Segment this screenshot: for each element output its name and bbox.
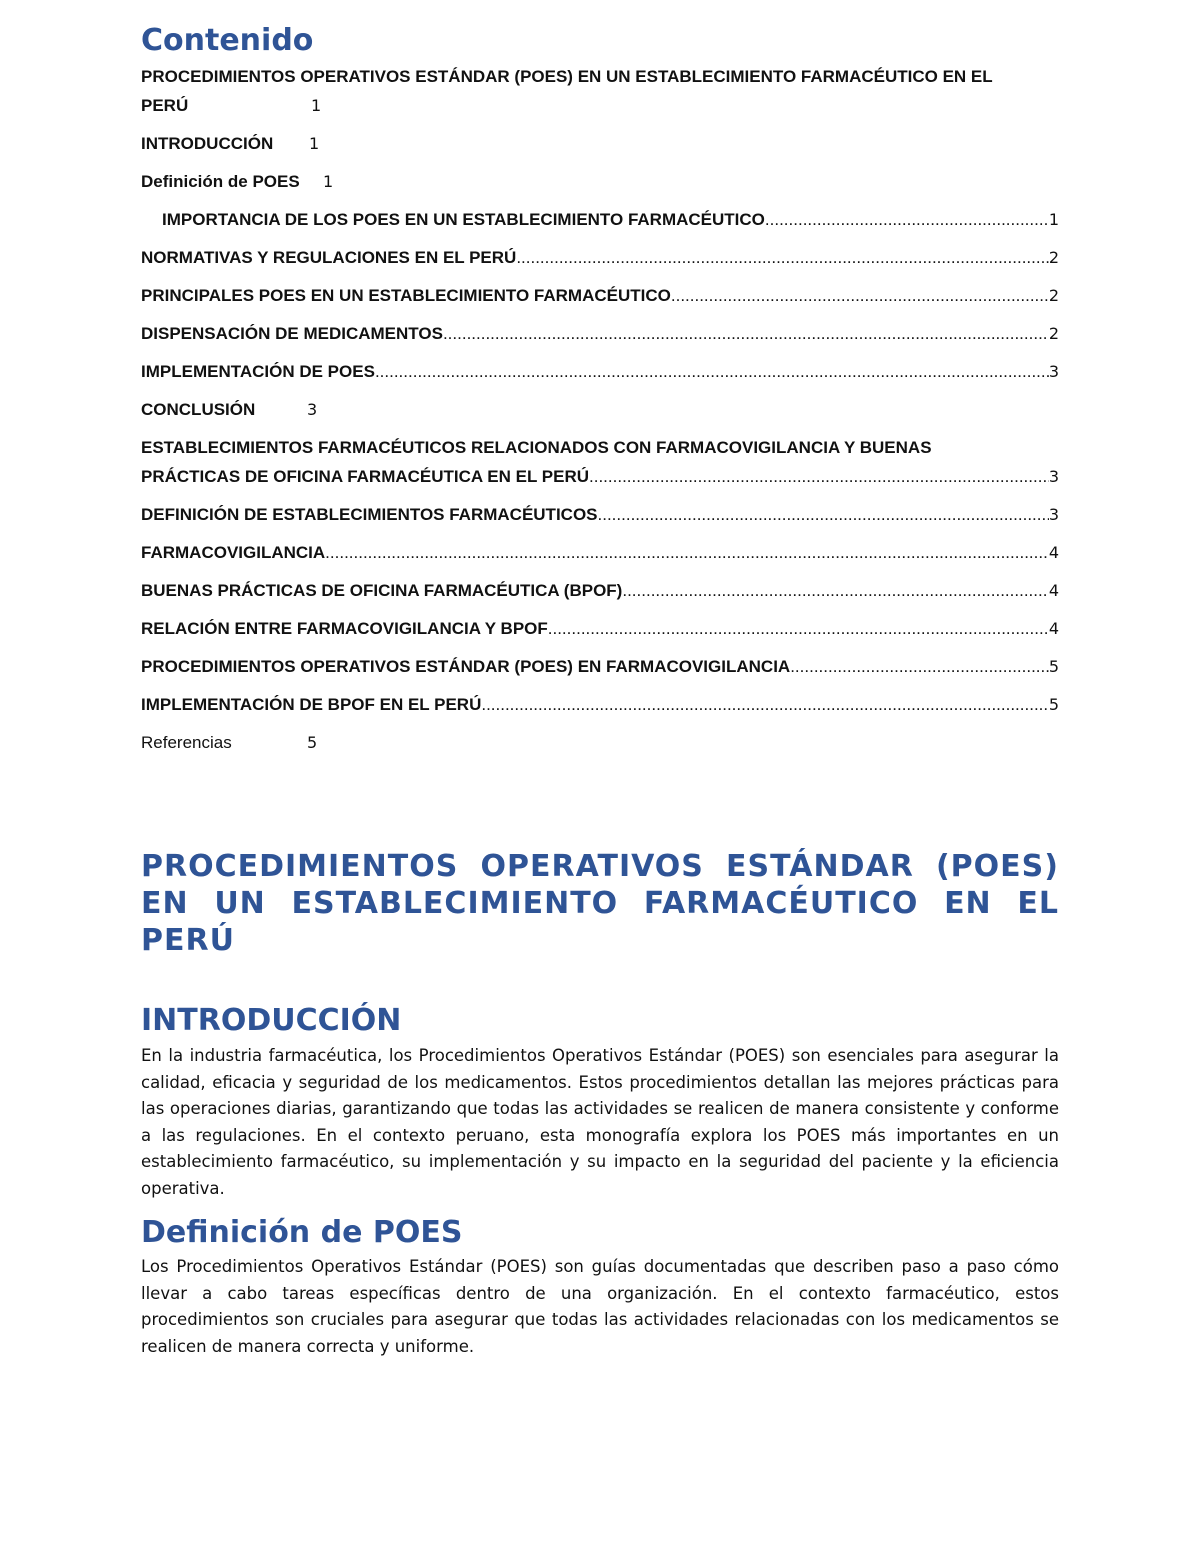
toc-entry-page: 1 bbox=[311, 96, 322, 115]
toc-entry-page: 3 bbox=[1048, 362, 1059, 381]
definition-heading: Definición de POES bbox=[141, 1215, 463, 1250]
toc-entry-label: DEFINICIÓN DE ESTABLECIMIENTOS FARMACÉUTICOS bbox=[141, 505, 598, 524]
toc-entry-page: 4 bbox=[1048, 543, 1059, 562]
toc-entry-label: PROCEDIMIENTOS OPERATIVOS ESTÁNDAR (POES) EN FARMACOVIGILANCIA bbox=[141, 657, 791, 676]
toc-entry-page: 5 bbox=[1048, 695, 1059, 714]
toc-leader-dots bbox=[548, 614, 1049, 643]
toc-leader-dots bbox=[481, 690, 1048, 719]
toc-entry-page: 4 bbox=[1048, 581, 1059, 600]
toc-entry[interactable] bbox=[141, 357, 1059, 386]
toc-leader-dots bbox=[325, 538, 1049, 567]
introduction-paragraph: En la industria farmacéutica, los Procedimientos Operativos Estándar (POES) son esenciales para asegurar la calidad, eficacia y seguridad de los medicamentos. Estos procedimientos detallan las mejores prácticas para las operaciones diarias, garantizando que todas las actividades se realicen de manera consistente y conforme a las regulaciones. En el contexto peruano, esta monografía explora los POES más importantes en un establecimiento farmacéutico, su implementación y su impacto en la seguridad del paciente y la eficiencia operativa. bbox=[141, 1046, 1059, 1198]
toc-entry-page: 1 bbox=[323, 172, 334, 191]
toc-entry-label: INTRODUCCIÓN bbox=[141, 134, 274, 153]
toc-leader-dots bbox=[671, 281, 1049, 310]
toc-leader-dots bbox=[443, 319, 1049, 348]
toc-title: Contenido bbox=[141, 23, 314, 58]
toc-entry-label: ESTABLECIMIENTOS FARMACÉUTICOS RELACIONADOS CON FARMACOVIGILANCIA Y BUENAS bbox=[141, 438, 932, 457]
toc-entry-page: 5 bbox=[307, 733, 318, 752]
toc-entry[interactable] bbox=[141, 167, 1059, 196]
toc-entry-page: 5 bbox=[1048, 657, 1059, 676]
toc-entry-label: IMPLEMENTACIÓN DE BPOF EN EL PERÚ bbox=[141, 695, 482, 714]
toc-entry-label: DISPENSACIÓN DE MEDICAMENTOS bbox=[141, 324, 443, 343]
toc-entry[interactable] bbox=[141, 500, 1059, 529]
toc-leader-dots bbox=[589, 462, 1049, 491]
toc-entry[interactable] bbox=[141, 538, 1059, 567]
document-page bbox=[141, 22, 1059, 766]
toc-entry-page: 3 bbox=[1048, 467, 1059, 486]
toc-entry-label: NORMATIVAS Y REGULACIONES EN EL PERÚ bbox=[141, 248, 517, 267]
toc-entry[interactable] bbox=[141, 395, 1059, 424]
toc-entry-page: 3 bbox=[1048, 505, 1059, 524]
toc-entry-label: PRINCIPALES POES EN UN ESTABLECIMIENTO FARMACÉUTICO bbox=[141, 286, 671, 305]
toc-entry-label: RELACIÓN ENTRE FARMACOVIGILANCIA Y BPOF bbox=[141, 619, 548, 638]
toc-entry[interactable] bbox=[141, 576, 1059, 605]
toc-entry-label: IMPLEMENTACIÓN DE POES bbox=[141, 362, 375, 381]
document-main-title: PROCEDIMIENTOS OPERATIVOS ESTÁNDAR (POES) EN UN ESTABLECIMIENTO FARMACÉUTICO EN EL PERÚ bbox=[141, 849, 1059, 958]
toc-entry-page: 1 bbox=[309, 134, 320, 153]
toc-entry-page: 2 bbox=[1048, 248, 1059, 267]
toc-leader-dots bbox=[516, 243, 1049, 272]
toc-entry-label: FARMACOVIGILANCIA bbox=[141, 543, 326, 562]
toc-entry-label: Referencias bbox=[141, 733, 232, 752]
toc-entry[interactable] bbox=[141, 728, 1059, 757]
definition-paragraph: Los Procedimientos Operativos Estándar (POES) son guías documentadas que describen paso a paso cómo llevar a cabo tareas específicas dentro de una organización. En el contexto farmacéutico, estos procedimientos son cruciales para asegurar que todas las actividades relacionadas con los medicamentos se realicen de manera correcta y uniforme. bbox=[141, 1257, 1059, 1356]
toc-entry-page: 1 bbox=[1048, 210, 1059, 229]
toc-entry-label: CONCLUSIÓN bbox=[141, 400, 256, 419]
toc-entry-page: 2 bbox=[1048, 286, 1059, 305]
toc-entry[interactable] bbox=[141, 129, 1059, 158]
toc-entry-label: Definición de POES bbox=[141, 172, 300, 191]
toc-entry-label-continued: PRÁCTICAS DE OFICINA FARMACÉUTICA EN EL PERÚ bbox=[141, 467, 590, 486]
toc-entry[interactable] bbox=[141, 690, 1059, 719]
toc-leader-dots bbox=[622, 576, 1048, 605]
toc-entry-label: IMPORTANCIA DE LOS POES EN UN ESTABLECIMIENTO FARMACÉUTICO bbox=[162, 210, 765, 229]
toc-entry[interactable] bbox=[141, 281, 1059, 310]
table-of-contents bbox=[141, 62, 1059, 757]
toc-entry-page: 3 bbox=[307, 400, 318, 419]
toc-entry-page: 4 bbox=[1048, 619, 1059, 638]
toc-entry[interactable] bbox=[141, 652, 1059, 681]
toc-entry[interactable] bbox=[141, 205, 1059, 234]
toc-entry[interactable] bbox=[141, 319, 1059, 348]
toc-entry[interactable] bbox=[141, 433, 1059, 491]
toc-entry[interactable] bbox=[141, 614, 1059, 643]
toc-entry-label: PROCEDIMIENTOS OPERATIVOS ESTÁNDAR (POES) EN UN ESTABLECIMIENTO FARMACÉUTICO EN EL bbox=[141, 67, 993, 86]
toc-entry[interactable] bbox=[141, 62, 1059, 120]
toc-leader-dots bbox=[790, 652, 1049, 681]
toc-leader-dots bbox=[375, 357, 1049, 386]
toc-entry-label: BUENAS PRÁCTICAS DE OFICINA FARMACÉUTICA (BPOF) bbox=[141, 581, 623, 600]
toc-leader-dots bbox=[598, 500, 1049, 529]
introduction-heading: INTRODUCCIÓN bbox=[141, 1003, 402, 1038]
toc-entry-label-continued: PERÚ bbox=[141, 96, 189, 115]
toc-entry[interactable] bbox=[141, 243, 1059, 272]
toc-leader-dots bbox=[765, 205, 1049, 234]
toc-entry-page: 2 bbox=[1048, 324, 1059, 343]
